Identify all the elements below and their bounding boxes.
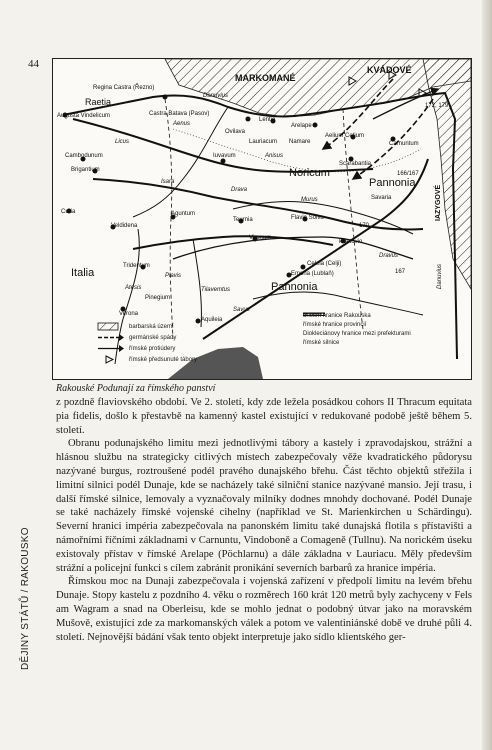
river-tilavemtus-label: Tilavemtus — [201, 287, 230, 293]
place-arelape: Arelape — [291, 123, 312, 129]
place-aguntum: Aguntum — [171, 211, 196, 217]
place-aquileia: Aquileia — [201, 317, 223, 323]
legend-item — [97, 332, 197, 343]
triangle-icon — [97, 355, 125, 364]
road-3 — [133, 236, 333, 249]
town-dot — [163, 95, 168, 100]
region-iazygove: IAZYGOVÉ — [435, 184, 442, 221]
page-number: 44 — [28, 58, 39, 70]
river-savus-label: Savus — [233, 307, 250, 313]
side-running-head — [20, 520, 34, 670]
legend-label: římské silnice — [303, 339, 340, 346]
hatch-swatch-icon — [97, 322, 125, 331]
river-plavis-label: Plavis — [165, 273, 182, 279]
region-noricum: Noricum — [289, 167, 330, 179]
river-dravus-label: Dravus — [379, 253, 399, 259]
legend-label: dnešní hranice Rakouska — [303, 312, 371, 319]
legend-right — [303, 311, 411, 347]
river-danuvius-east-label: Danuvius — [437, 263, 443, 289]
legend-item — [97, 343, 197, 354]
dashed-arrow-icon — [97, 333, 125, 342]
region-pannonia-east: Pannonia — [369, 177, 416, 189]
place-aelium: Aelium Cetium — [325, 133, 365, 139]
place-lauriacum: Lauriacum — [249, 139, 278, 145]
region-raetia: Raetia — [85, 97, 112, 107]
place-emona: Emona (Lublaň) — [291, 271, 334, 277]
austria-border — [173, 129, 421, 172]
place-regina-castra: Regina Castra (Řezno) — [93, 85, 155, 91]
legend-item — [303, 338, 411, 347]
place-lentia: Lentia — [259, 117, 276, 123]
river-danuvius-label: Danuvius — [203, 93, 229, 99]
place-pinegium: Pinegium — [145, 295, 171, 301]
legend-item — [97, 321, 197, 332]
legend-label: římské předsunuté tábory — [129, 356, 198, 363]
map-figure — [52, 58, 472, 380]
legend-item — [303, 329, 411, 338]
place-namare: Namare — [289, 139, 311, 145]
place-poetovio: Poetovio — [339, 239, 363, 245]
region-kvadove: KVÁDOVÉ — [367, 65, 412, 75]
solid-arrow-icon — [97, 344, 125, 353]
place-iuvavum: Iuvavum — [213, 153, 236, 159]
year-label-1: 172, 179 — [425, 103, 449, 109]
legend-label: římské protiúdery — [129, 345, 176, 352]
place-augusta: Augusta Vindelicum — [57, 113, 110, 119]
legend-item — [97, 354, 197, 365]
place-virunum: Virunum — [249, 235, 272, 241]
town-dot — [313, 123, 318, 128]
place-castra-batava: Castra Batava (Pasov) — [149, 111, 210, 117]
place-savaria: Savaria — [371, 195, 392, 201]
place-veldidena: Veldidena — [111, 223, 138, 229]
place-verona: Verona — [119, 311, 139, 317]
legend-item — [303, 320, 411, 329]
river-drava — [173, 237, 413, 259]
legend-label: Diokleciánovy hranice mezi prefekturami — [303, 330, 411, 337]
river-licus-label: Licus — [115, 139, 130, 145]
year-label-3: 170 — [359, 223, 370, 229]
river-drava-label: Drava — [231, 187, 248, 193]
legend-label: barbarská území — [129, 323, 174, 330]
place-curia: Curia — [61, 209, 76, 215]
place-tridentum: Tridentum — [123, 263, 150, 269]
figure-caption: Rakouské Podunají za římského panství — [56, 383, 216, 394]
river-aenus-label: Aenus — [173, 121, 191, 127]
paragraph: Obranu podunajského limitu mezi jednotlivými tábory a kastely i zpravodajskou, strážní a hlásnou službu na strategicky citlivých místech zabezpečovaly věže kvadratického půdorysu nazývané burgus, roztroušené podél pravého dunajského břehu. Část těchto objektů střežila i limitní silnici podél Dunaje, kde se nacházely také silniční stanice nazývané mansio. Její trasu, i další římské silnice, lemovaly a vyznačovaly milníky dodnes mnohdy dochované. Podél Dunaje se také nacházely římské vojenské cihelny (například ve St. Marienkirchen u Schärdingu). Severní hranici impéria zabezpečovala na panonském limitu také dunajská flotila s přístavišti a námořními říčními základnami v Carnuntu, Vindoboně a Comageně (Tullnu). Na norickém úseku existovaly přístav v římské Arelape (Pöchlarnu) a dále základna v Lauriacu. Měly především strážní a policejní funkci s cílem zabránit pronikání severních barbarů za hranice impéria. — [56, 438, 472, 574]
river-isara-label: Isara — [161, 179, 175, 185]
double-line-icon — [303, 311, 325, 317]
river-anisus-label: Anisus — [265, 153, 284, 159]
place-carnuntum: Carnuntum — [389, 141, 419, 147]
year-label-4: 167 — [395, 269, 406, 275]
town-dot — [246, 117, 251, 122]
region-pannonia-south: Pannonia — [271, 281, 318, 293]
body-text — [56, 396, 472, 644]
paragraph: z pozdně flaviovského období. Ve 2. století, kdy zde ležela posádkou cohors II Thracum equitata pia fidelis, došlo k přestavbě na kamenný kastel existující v redukované podobě ještě během 5. století. — [56, 397, 472, 436]
place-celeia: Celeia (Celji) — [307, 261, 342, 267]
place-flavia-solva: Flavia Solva — [291, 215, 324, 221]
legend-label: římské hranice provincií — [303, 321, 367, 328]
place-brigantium: Brigantium — [71, 167, 100, 173]
town-dot — [221, 159, 226, 164]
region-italia: Italia — [71, 267, 95, 279]
page-edge — [482, 0, 492, 750]
region-markomane: MARKOMANÉ — [235, 73, 296, 83]
province-border-2 — [343, 109, 363, 329]
river-atesis-label: Atesis — [125, 285, 142, 291]
legend-left — [97, 321, 197, 365]
river-murus-label: Murus — [301, 197, 318, 203]
place-ovilava: Ovilava — [225, 129, 246, 135]
place-cambodunum: Cambodunum — [65, 153, 103, 159]
town-dot — [301, 265, 306, 270]
place-scarabantia: Scarabantia — [339, 161, 372, 167]
year-label-2: 166/167 — [397, 171, 419, 177]
barbarian-territory-east — [423, 59, 471, 289]
place-teurnia: Teurnia — [233, 217, 253, 223]
legend-label: germánské spády — [129, 334, 177, 341]
paragraph: Římskou moc na Dunaji zabezpečovala i vojenská zařízení v předpolí limitu na levém břehu Dunaje. Stopy kastelu z pozdního 4. věku o rozměrech 160 krát 120 metrů byly zachyceny v Fels am Wagram a snad na Oberleisu, kde se mohlo jednat o podobný útvar jako na moravském Mušově, existující zde za markomanských válek a potom ve valentiniánské době ve druhé půli 4. století. Nejnovější bádání však tento objekt interpretuje jako sídlo klientského ger- — [56, 576, 472, 643]
side-label: DĚJINY STÁTŮ / RAKOUSKO — [20, 527, 31, 670]
